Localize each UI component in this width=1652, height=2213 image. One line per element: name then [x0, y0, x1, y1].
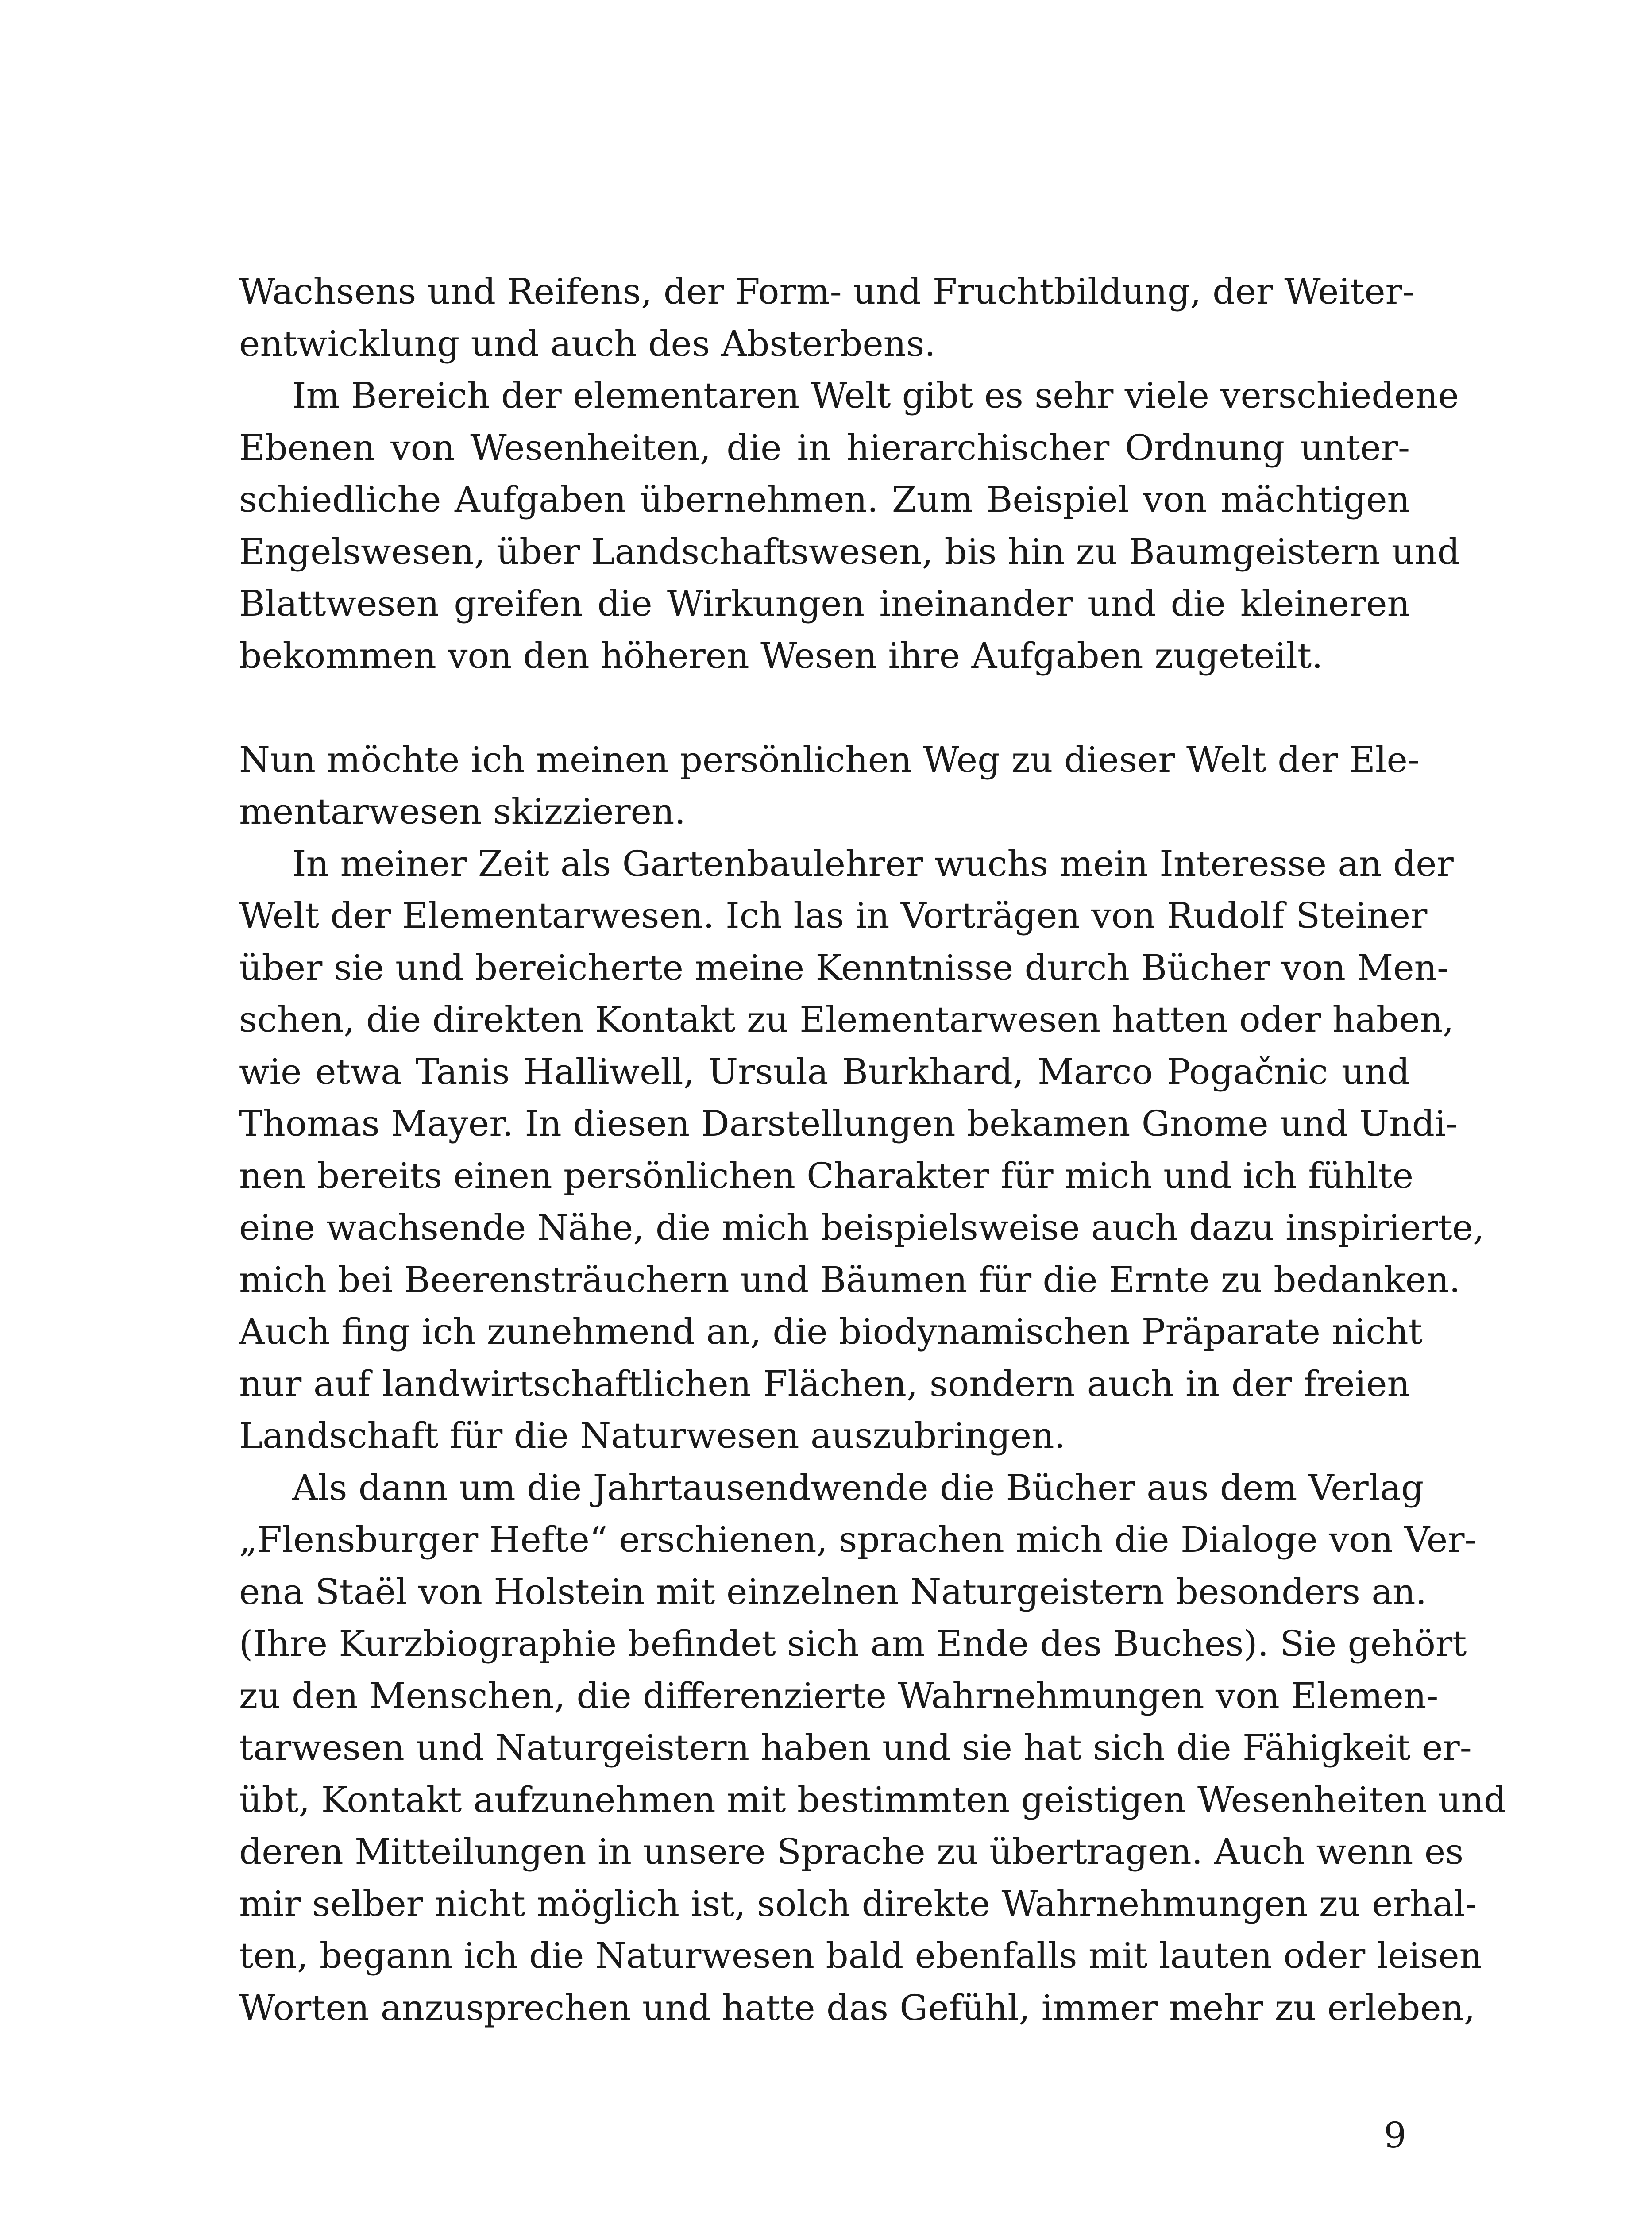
paragraph [239, 370, 1460, 682]
text-line: „Flensburger Hefte“ erschienen, sprachen mich die Dialoge von Ver- [239, 1519, 1477, 1560]
body-text [239, 266, 1507, 2034]
text-line: Wachsens und Reifens, der Form- und Fruchtbildung, der Weiter- [239, 271, 1414, 312]
text-line: Nun möchte ich meinen persönlichen Weg zu dieser Welt der Ele- [239, 739, 1420, 780]
text-line: über sie und bereicherte meine Kenntnisse durch Bücher von Men- [239, 947, 1449, 988]
text-line: Blattwesen greifen die Wirkungen ineinander und die kleineren [239, 583, 1410, 624]
text-line: wie etwa Tanis Halliwell, Ursula Burkhard, Marco Pogačnic und [239, 1051, 1410, 1092]
text-line: Ebenen von Wesenheiten, die in hierarchischer Ordnung unter- [239, 427, 1410, 468]
text-line: ten, begann ich die Naturwesen bald ebenfalls mit lauten oder leisen [239, 1935, 1482, 1976]
text-line: Als dann um die Jahrtausendwende die Bücher aus dem Verlag [292, 1467, 1424, 1508]
text-line: Engelswesen, über Landschaftswesen, bis hin zu Baumgeistern und [239, 531, 1460, 572]
text-line: deren Mitteilungen in unsere Sprache zu übertragen. Auch wenn es [239, 1831, 1464, 1872]
paragraph-gap [239, 682, 1410, 734]
page-number: 9 [1384, 2115, 1406, 2156]
text-line: schiedliche Aufgaben übernehmen. Zum Beispiel von mächtigen [239, 479, 1410, 520]
paragraph [239, 734, 1420, 838]
paragraph [239, 838, 1485, 1462]
text-line: eine wachsende Nähe, die mich beispielsweise auch dazu inspirierte, [239, 1207, 1485, 1248]
text-line: In meiner Zeit als Gartenbaulehrer wuchs mein Interesse an der [292, 843, 1454, 884]
text-line: tarwesen und Naturgeistern haben und sie hat sich die Fähigkeit er- [239, 1727, 1472, 1768]
text-line: entwicklung und auch des Absterbens. [239, 323, 936, 364]
text-line: mentarwesen skizzieren. [239, 791, 686, 832]
text-line: mir selber nicht möglich ist, solch direkte Wahrnehmungen zu erhal- [239, 1883, 1477, 1924]
text-line: nen bereits einen persönlichen Charakter für mich und ich fühlte [239, 1155, 1414, 1196]
text-line: mich bei Beerensträuchern und Bäumen für die Ernte zu bedanken. [239, 1259, 1461, 1300]
text-line: bekommen von den höheren Wesen ihre Aufgaben zugeteilt. [239, 635, 1323, 676]
paragraph [239, 1462, 1507, 2034]
text-line: Worten anzusprechen und hatte das Gefühl, immer mehr zu erleben, [239, 1987, 1475, 2028]
text-line: zu den Menschen, die differenzierte Wahrnehmungen von Elemen- [239, 1675, 1439, 1716]
text-line: schen, die direkten Kontakt zu Elementarwesen hatten oder haben, [239, 999, 1454, 1040]
text-line: Landschaft für die Naturwesen auszubringen. [239, 1415, 1065, 1456]
text-line: Auch fing ich zunehmend an, die biodynamischen Präparate nicht [239, 1311, 1423, 1352]
text-line: Thomas Mayer. In diesen Darstellungen bekamen Gnome und Undi- [239, 1103, 1458, 1144]
text-line: Welt der Elementarwesen. Ich las in Vorträgen von Rudolf Steiner [239, 895, 1428, 936]
text-line: übt, Kontakt aufzunehmen mit bestimmten geistigen Wesenheiten und [239, 1779, 1507, 1820]
paragraph [239, 266, 1414, 370]
text-line: nur auf landwirtschaftlichen Flächen, sondern auch in der freien [239, 1363, 1410, 1404]
text-line: (Ihre Kurzbiographie befindet sich am Ende des Buches). Sie gehört [239, 1623, 1467, 1664]
text-line: Im Bereich der elementaren Welt gibt es sehr viele verschiedene [292, 375, 1459, 416]
text-line: ena Staël von Holstein mit einzelnen Naturgeistern besonders an. [239, 1571, 1427, 1612]
